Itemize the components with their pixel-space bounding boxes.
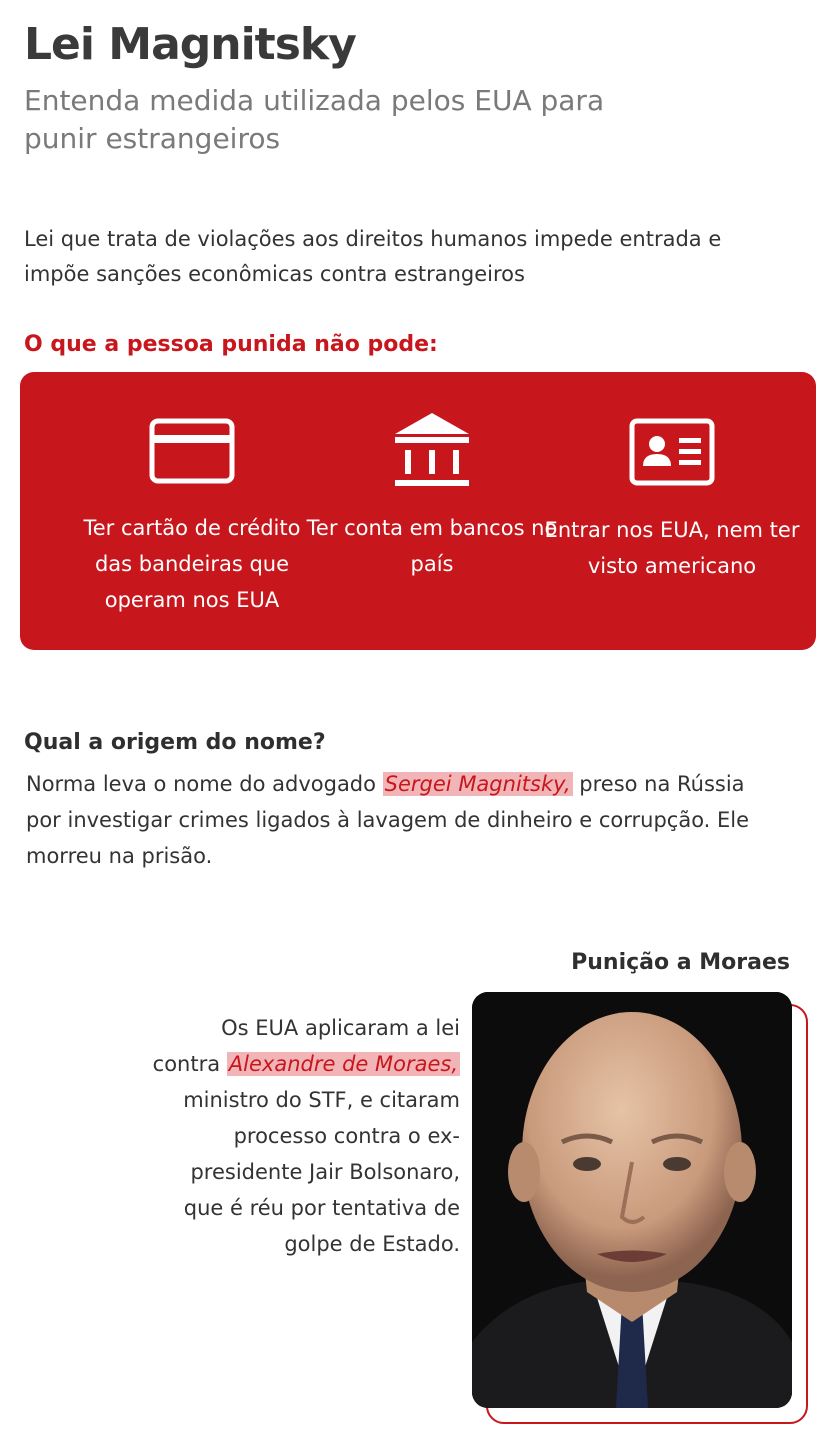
restriction-label: Ter conta em bancos no país bbox=[306, 516, 558, 576]
restrictions-panel bbox=[20, 372, 816, 650]
restriction-label: Entrar nos EUA, nem ter visto americano bbox=[544, 518, 800, 578]
credit-card-icon bbox=[149, 418, 235, 488]
moraes-text-before: Os EUA aplicaram a lei contra bbox=[152, 1016, 460, 1076]
moraes-text-after: ministro do STF, e citaram processo contra o ex-presidente Jair Bolsonaro, que é réu por tentativa de golpe de Estado. bbox=[183, 1088, 460, 1256]
origin-text-before: Norma leva o nome do advogado bbox=[26, 772, 383, 796]
moraes-paragraph bbox=[150, 1010, 460, 1262]
restriction-label: Ter cartão de crédito das bandeiras que operam nos EUA bbox=[83, 516, 301, 612]
restriction-bank-account bbox=[302, 372, 562, 650]
restrictions-heading: O que a pessoa punida não pode: bbox=[24, 332, 438, 357]
highlight-name: Sergei Magnitsky, bbox=[384, 772, 571, 796]
intro-text: Lei que trata de violações aos direitos humanos impede entrada e impõe sanções econômicas contra estrangeiros bbox=[24, 227, 722, 286]
page-title: Lei Magnitsky bbox=[24, 19, 356, 70]
restriction-credit-card bbox=[62, 372, 322, 650]
portrait-photo bbox=[472, 992, 792, 1408]
restriction-us-entry bbox=[542, 372, 802, 650]
id-card-icon bbox=[629, 418, 715, 490]
origin-heading: Qual a origem do nome? bbox=[24, 730, 326, 755]
moraes-heading: Punição a Moraes bbox=[571, 950, 790, 975]
highlight-name: Alexandre de Moraes, bbox=[228, 1052, 458, 1076]
page-subtitle: Entenda medida utilizada pelos EUA para punir estrangeiros bbox=[24, 84, 605, 155]
origin-text-after: preso na Rússia por investigar crimes ligados à lavagem de dinheiro e corrupção. Ele morreu na prisão. bbox=[26, 772, 750, 868]
bank-icon bbox=[392, 410, 472, 494]
origin-paragraph bbox=[26, 766, 786, 874]
